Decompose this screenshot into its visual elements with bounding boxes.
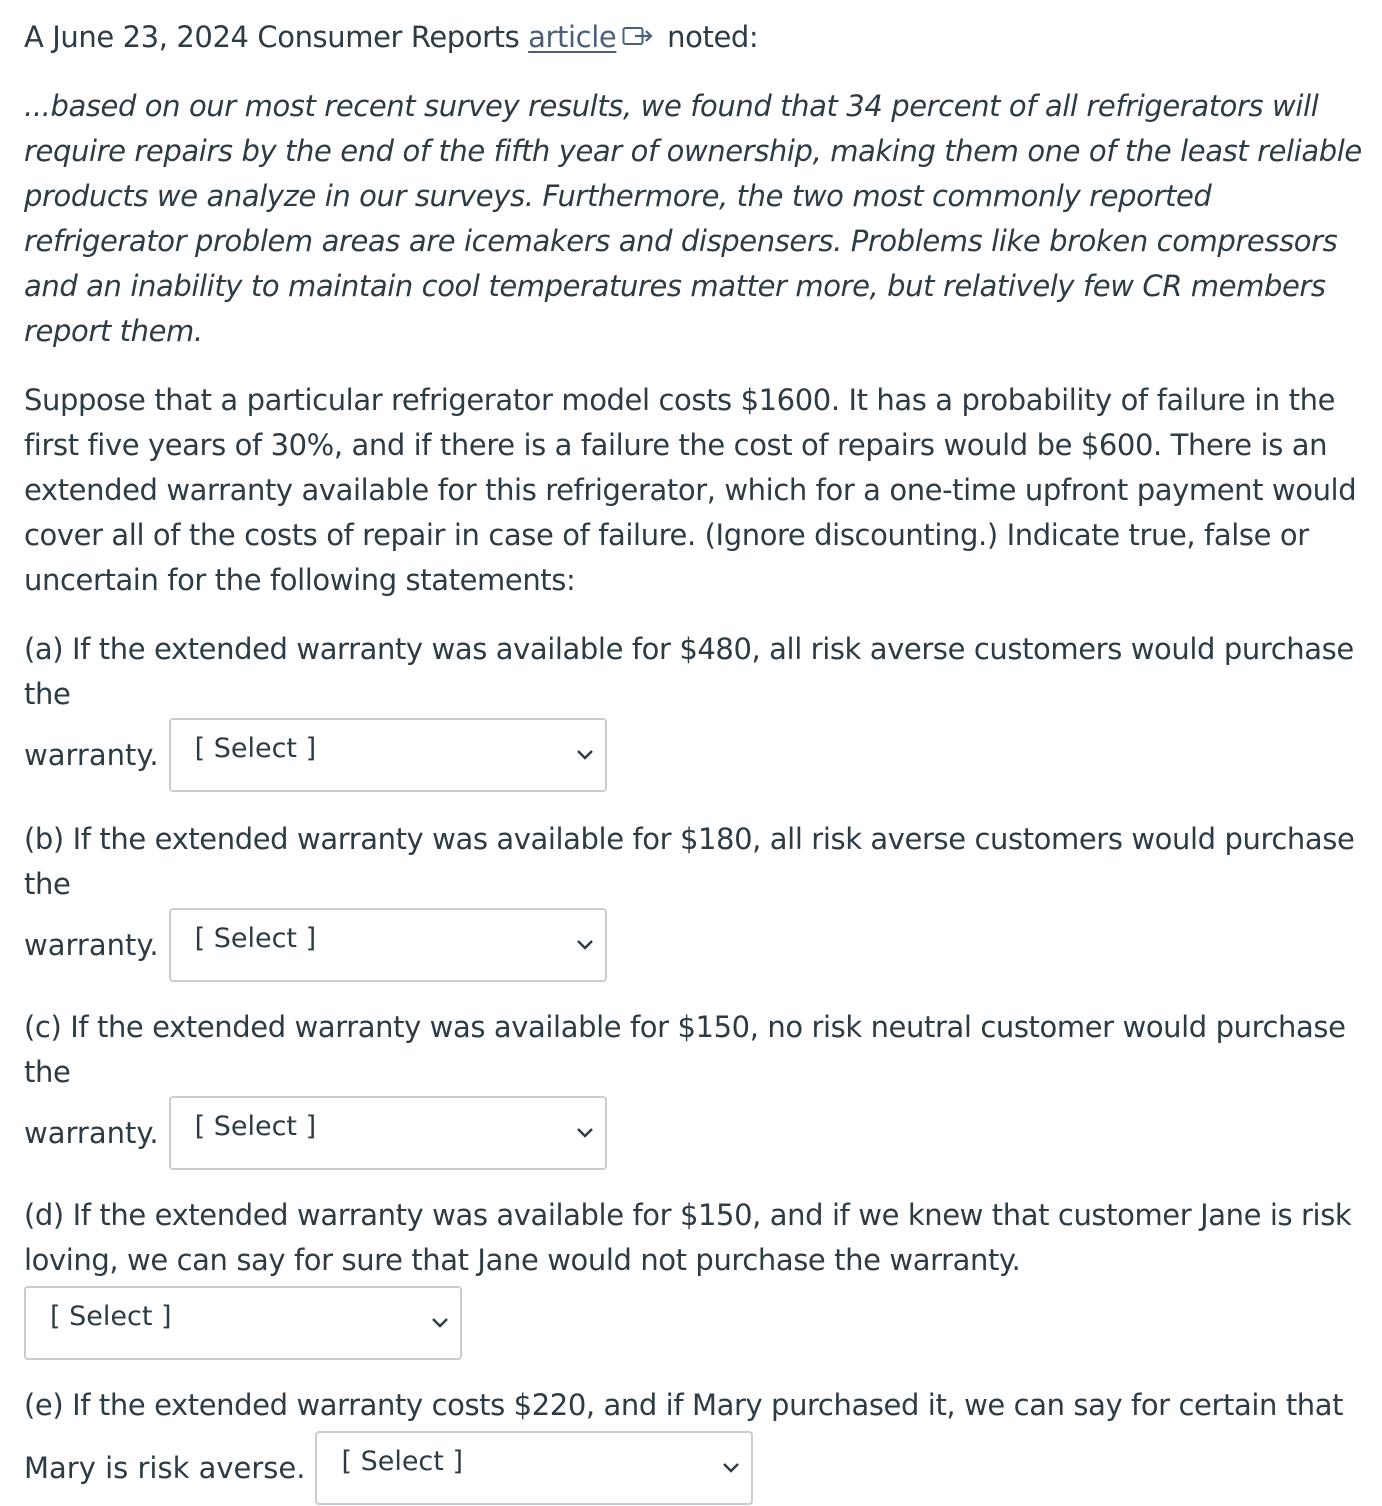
question-c-tail: warranty.	[24, 1115, 159, 1150]
question-d-text: (d) If the extended warranty was available for $150, and if we knew that customer Jane is risk loving, we can say for sure that Jane would not purchase the warranty.	[24, 1198, 1352, 1277]
answer-select-e-value: [ Select ]	[341, 1446, 463, 1477]
answer-select-a-value: [ Select ]	[194, 733, 317, 764]
answer-select-a[interactable]	[169, 718, 607, 792]
chevron-down-icon	[575, 1126, 595, 1140]
chevron-down-icon	[575, 748, 595, 762]
chevron-down-icon	[575, 938, 595, 952]
question-b-text: (b) If the extended warranty was available for $180, all risk averse customers would purchase the	[24, 822, 1355, 901]
question-e-text: (e) If the extended warranty costs $220, and if Mary purchased it, we can say for certain that	[24, 1388, 1344, 1422]
article-link[interactable]: article	[528, 20, 617, 54]
question-e-answer-row	[24, 1430, 1382, 1506]
intro-line	[24, 15, 1382, 60]
answer-select-c-value: [ Select ]	[194, 1111, 317, 1142]
question-d-answer-row	[24, 1285, 1382, 1361]
question-b-tail: warranty.	[24, 927, 159, 962]
external-link-icon	[622, 25, 654, 47]
question-b	[24, 817, 1382, 983]
question-d	[24, 1193, 1382, 1361]
question-e	[24, 1383, 1382, 1506]
question-c-text: (c) If the extended warranty was available for $150, no risk neutral customer would purchase the	[24, 1010, 1346, 1089]
chevron-down-icon	[430, 1316, 450, 1330]
answer-select-e[interactable]	[315, 1431, 753, 1505]
question-a	[24, 627, 1382, 793]
answer-select-c[interactable]	[169, 1096, 607, 1170]
answer-select-b[interactable]	[169, 908, 607, 982]
question-a-answer-row	[24, 717, 1382, 793]
question-e-tail: Mary is risk averse.	[24, 1450, 306, 1485]
answer-select-d[interactable]	[24, 1286, 462, 1360]
answer-select-d-value: [ Select ]	[50, 1301, 172, 1332]
question-a-tail: warranty.	[24, 737, 159, 772]
question-c-answer-row	[24, 1095, 1382, 1171]
intro-prefix: A June 23, 2024 Consumer Reports	[24, 20, 529, 54]
scenario-text: Suppose that a particular refrigerator model costs $1600. It has a probability of failure in the first five years of 30%, and if there is a failure the cost of repairs would be $600. There is an extended warranty available for this refrigerator, which for a one-time upfront payment would cover all of the costs of repair in case of failure. (Ignore discounting.) Indicate true, false or uncertain for the following statements:	[24, 383, 1357, 597]
question-b-answer-row	[24, 907, 1382, 983]
answer-select-b-value: [ Select ]	[194, 923, 317, 954]
intro-suffix: noted:	[658, 20, 759, 54]
question-a-text: (a) If the extended warranty was available for $480, all risk averse customers would purchase the	[24, 632, 1354, 711]
question-c	[24, 1005, 1382, 1171]
chevron-down-icon	[721, 1461, 741, 1475]
article-quote: ...based on our most recent survey results, we found that 34 percent of all refrigerators will require repairs by the end of the fifth year of ownership, making them one of the least reliable products we analyze in our surveys. Furthermore, the two most commonly reported refrigerator problem areas are icemakers and dispensers. Problems like broken compressors and an inability to maintain cool temperatures matter more, but relatively few CR members report them.	[24, 89, 1362, 348]
